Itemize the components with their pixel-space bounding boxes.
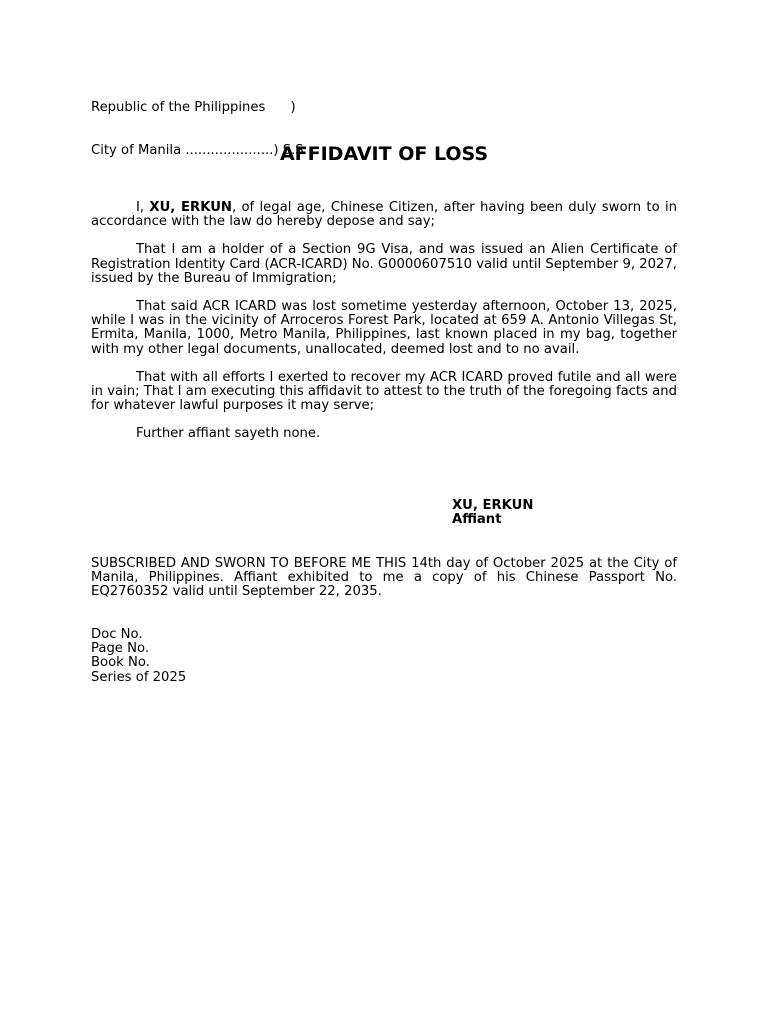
paragraph-closing: Further affiant sayeth none. bbox=[136, 426, 321, 442]
venue-city: City of Manila .....................) S.S bbox=[91, 143, 304, 159]
paragraph-visa: That I am a holder of a Section 9G Visa, and was issued an Alien Certificate of Registration Identity Card (ACR-ICARD) No. G0000607510 valid until September 9, 2027, issued by the Bureau of Immigration; bbox=[91, 242, 677, 286]
venue-block bbox=[91, 73, 304, 187]
signature-block bbox=[452, 499, 533, 527]
paragraph-efforts: That with all efforts I exerted to recover my ACR ICARD proved futile and all were in vain; That I am executing this affidavit to attest to the truth of the foregoing facts and for whatever lawful purposes it may serve; bbox=[91, 369, 677, 414]
paragraph-identity-rest: , of legal age, Chinese Citizen, after having been duly sworn to in accordance with the law do hereby depose and say; bbox=[91, 200, 677, 230]
series: Series of 2025 bbox=[91, 669, 187, 685]
paragraph-identity bbox=[91, 201, 677, 229]
book-number: Book No. bbox=[91, 655, 150, 671]
jurat-paragraph: SUBSCRIBED AND SWORN TO BEFORE ME THIS 14th day of October 2025 at the City of Manila, Philippines. Affiant exhibited to me a copy of his Chinese Passport No. EQ2760352 valid until September 22, 2035. bbox=[91, 556, 677, 600]
notarial-references bbox=[91, 628, 186, 685]
paragraph-loss: That said ACR ICARD was lost sometime yesterday afternoon, October 13, 2025, while I was in the vicinity of Arroceros Forest Park, located at 659 A. Antonio Villegas St, Ermita, Manila, 1000, Metro Manila, Philippines, last known placed in my bag, together with my other legal documents, unallocated, deemed lost and to no avail. bbox=[91, 299, 677, 357]
page-number: Page No. bbox=[91, 641, 150, 657]
document-title: AFFIDAVIT OF LOSS bbox=[279, 143, 489, 165]
paragraph-identity-prefix: I, bbox=[136, 200, 150, 215]
signature-name: XU, ERKUN bbox=[452, 498, 534, 513]
doc-number: Doc No. bbox=[91, 627, 143, 642]
signature-role: Affiant bbox=[452, 512, 502, 528]
affiant-name-inline: XU, ERKUN bbox=[149, 200, 232, 215]
affidavit-body bbox=[91, 201, 677, 456]
venue-country: Republic of the Philippines ) bbox=[91, 100, 296, 116]
